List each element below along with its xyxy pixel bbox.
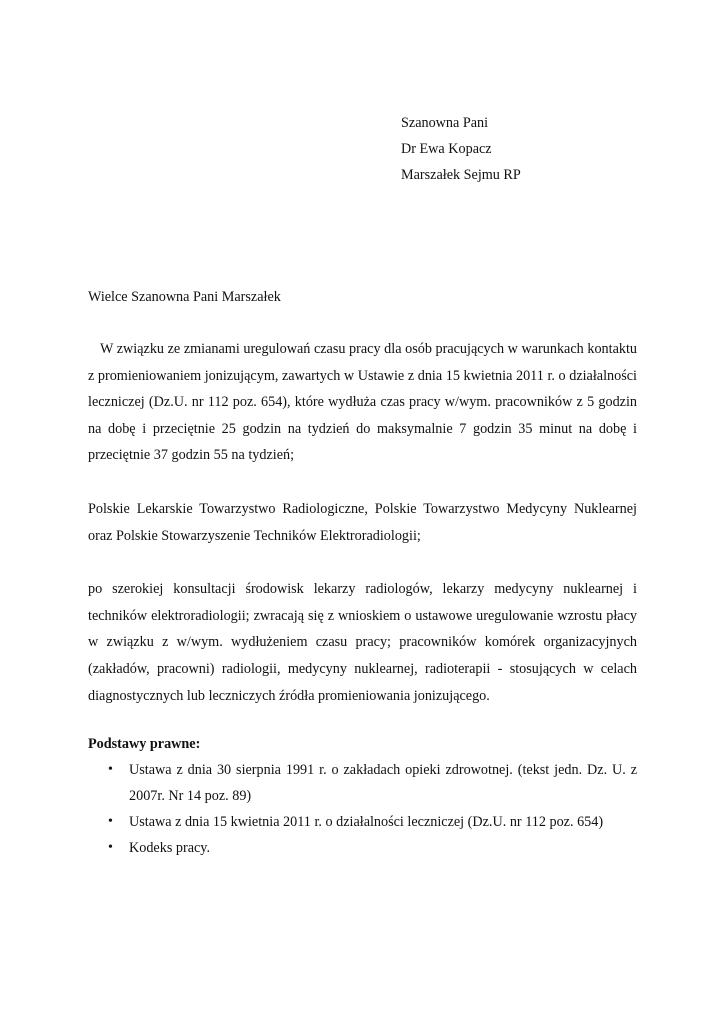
paragraph-working-time: W związku ze zmianami uregulowań czasu pracy dla osób pracujących w warunkach kontaktu z promieniowaniem jonizującym, zawartych w Ustawie z dnia 15 kwietnia 2011 r. o działalności leczniczej (Dz.U. nr 112 poz. 654), które wydłuża czas pracy w/wym. pracowników z 5 godzin na dobę i przeciętnie 25 godzin na tydzień do maksymalnie 7 godzin 35 minut na dobę i przeciętnie 37 godzin 55 na tydzień; bbox=[88, 341, 637, 464]
legal-basis-heading: Podstawy prawne: bbox=[88, 736, 201, 753]
addressee-name: Dr Ewa Kopacz bbox=[401, 141, 492, 157]
bullet-icon: • bbox=[108, 762, 113, 778]
addressee-block bbox=[401, 110, 521, 188]
salutation: Wielce Szanowna Pani Marszałek bbox=[88, 289, 281, 305]
letter-body bbox=[88, 336, 637, 861]
bullet-icon: • bbox=[108, 814, 113, 830]
bullet-icon: • bbox=[108, 840, 113, 856]
legal-basis-item bbox=[88, 757, 637, 809]
addressee-title: Marszałek Sejmu RP bbox=[401, 167, 521, 183]
legal-basis-text: Kodeks pracy. bbox=[129, 840, 211, 857]
legal-basis-text: Ustawa z dnia 15 kwietnia 2011 r. o działalności leczniczej (Dz.U. nr 112 poz. 654) bbox=[129, 814, 604, 831]
addressee-greeting: Szanowna Pani bbox=[401, 115, 489, 131]
paragraph-request: po szerokiej konsultacji środowisk lekarzy radiologów, lekarzy medycyny nuklearnej i techników elektroradiologii; zwracają się z wnioskiem o ustawowe uregulowanie wzrostu płacy w związku z w/wym. wydłużeniem czasu pracy; pracowników komórek organizacyjnych (zakładów, pracowni) radiologii, medycyny nuklearnej, radioterapii - stosujących w celach diagnostycznych lub leczniczych źródła promieniowania jonizującego. bbox=[88, 581, 637, 704]
legal-basis-list bbox=[88, 757, 637, 861]
legal-basis-text: Ustawa z dnia 30 sierpnia 1991 r. o zakładach opieki zdrowotnej. (tekst jedn. Dz. U. z 2007r. Nr 14 poz. 89) bbox=[129, 762, 637, 805]
legal-basis-item bbox=[88, 809, 637, 835]
legal-basis-item bbox=[88, 835, 637, 861]
paragraph-societies: Polskie Lekarskie Towarzystwo Radiologiczne, Polskie Towarzystwo Medycyny Nuklearnej oraz Polskie Stowarzyszenie Techników Elektroradiologii; bbox=[88, 500, 637, 544]
